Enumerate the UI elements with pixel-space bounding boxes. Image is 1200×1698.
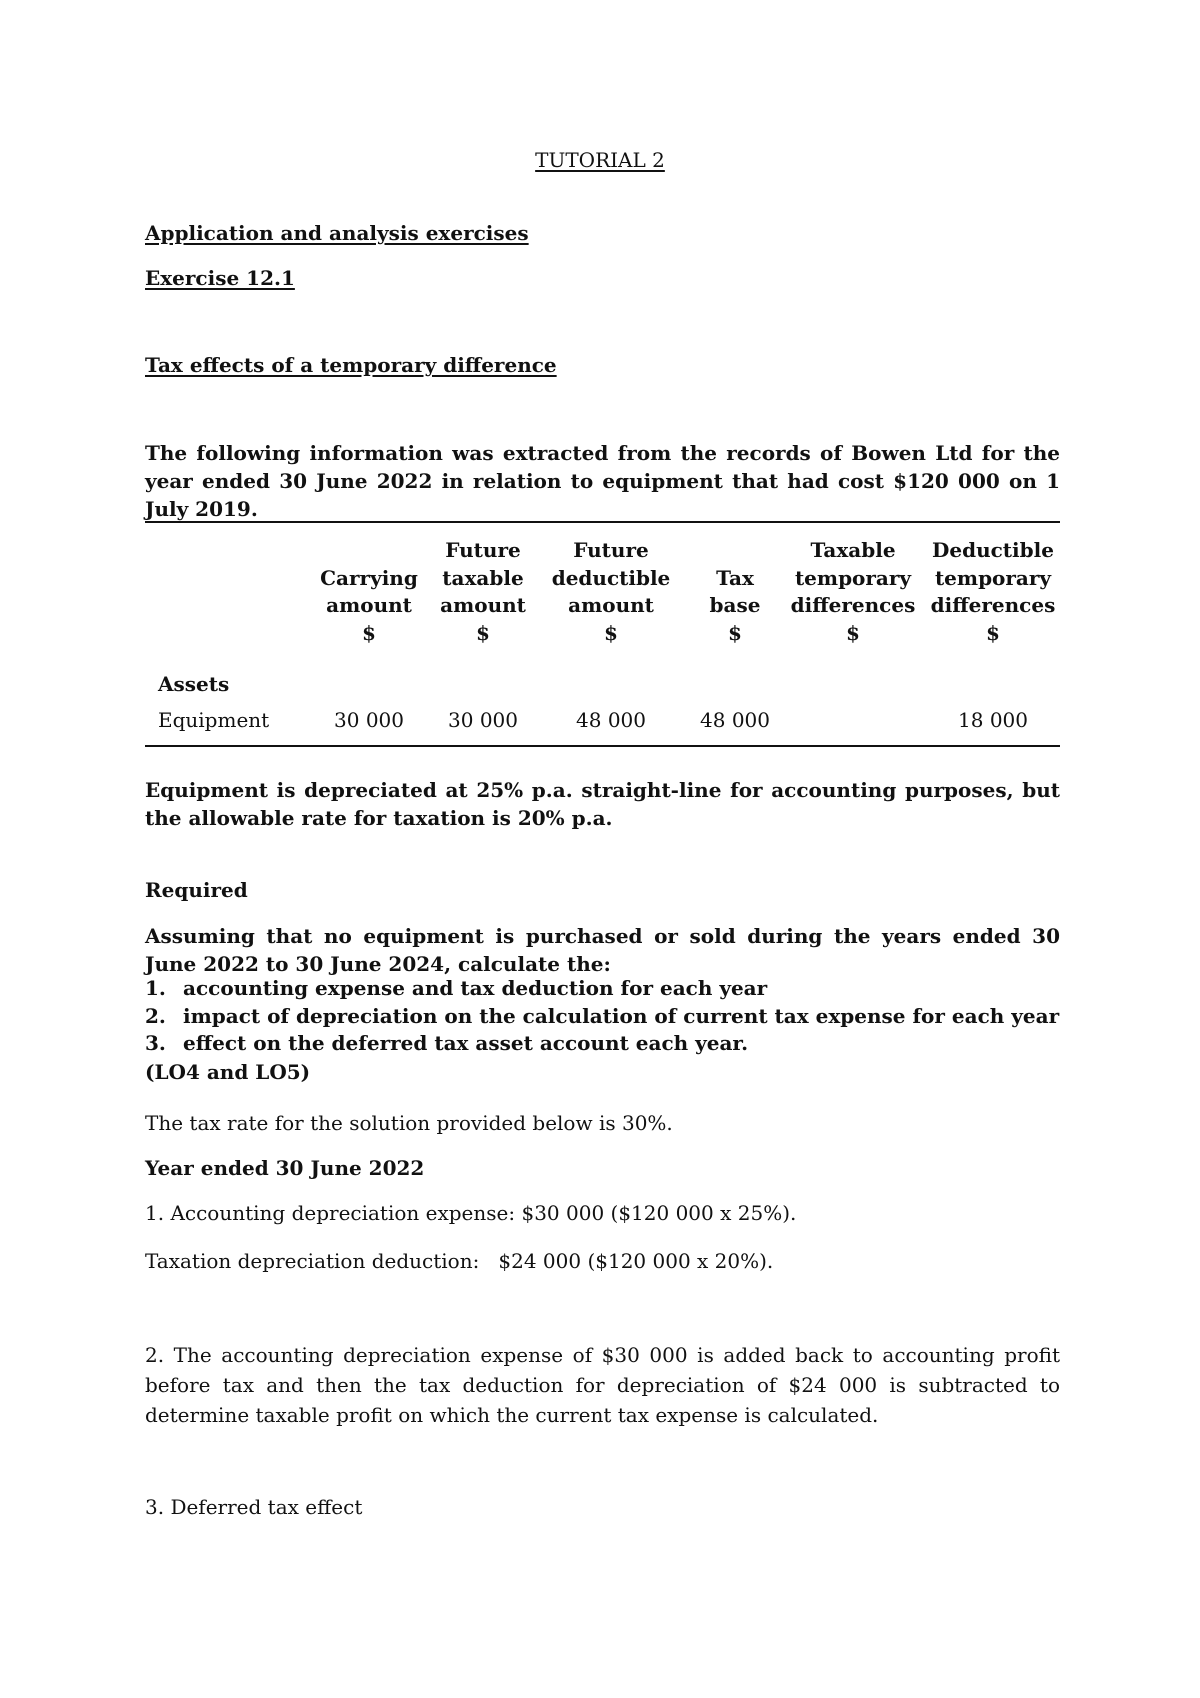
required-intro: Assuming that no equipment is purchased or sold during the years ended 30 June 2022 to 30 June 2024, calculate the: [145,924,1060,976]
section-heading: Application and analysis exercises [145,221,529,245]
depreciation-note: Equipment is depreciated at 25% p.a. straight-line for accounting purposes, but the allowable rate for taxation is 20% p.a. [145,778,1060,830]
table-cell-tax-base: 48 000 [700,708,770,732]
tax-rate-note: The tax rate for the solution provided below is 30%. [145,1111,673,1135]
required-heading: Required [145,878,248,902]
table-header-deductible-temporary-differences: Deductible temporary differences $ [930,538,1056,645]
solution-accounting-depreciation: 1. Accounting depreciation expense: $30 000 ($120 000 x 25%). [145,1201,797,1225]
solution-current-tax-paragraph: 2. The accounting depreciation expense of $30 000 is added back to accounting profit before tax and then the tax deduction for depreciation of $24 000 is subtracted to determine taxable profit on which the current tax expense is calculated. [145,1343,1060,1427]
topic-heading: Tax effects of a temporary difference [145,353,557,377]
table-header-future-taxable-amount: Future taxable amount $ [440,538,526,645]
solution-tax-depreciation: Taxation depreciation deduction: $24 000 ($120 000 x 20%). [145,1249,774,1273]
year-heading: Year ended 30 June 2022 [145,1156,425,1180]
solution-deferred-tax-heading: 3. Deferred tax effect [145,1495,363,1519]
table-row-label-equipment: Equipment [158,708,270,732]
table-group-label-assets: Assets [158,672,230,696]
table-header-carrying-amount: Carrying amount $ [320,565,418,645]
table-cell-deductible-temporary-differences: 18 000 [958,708,1028,732]
table-header-tax-base: Tax base $ [709,565,761,645]
intro-paragraph: The following information was extracted from the records of Bowen Ltd for the year ended 30 June 2022 in relation to equipment that had cost $120 000 on 1 July 2019. [145,441,1060,521]
table-cell-future-deductible-amount: 48 000 [576,708,646,732]
table-header-future-deductible-amount: Future deductible amount $ [551,538,671,645]
table-cell-future-taxable-amount: 30 000 [448,708,518,732]
exercise-heading: Exercise 12.1 [145,266,295,290]
table-header-taxable-temporary-differences: Taxable temporary differences $ [790,538,916,645]
table-bottom-rule [145,745,1060,747]
list-item: 2. impact of depreciation on the calculation of current tax expense for each year [145,1003,1060,1028]
list-item: 3. effect on the deferred tax asset account each year. [145,1031,749,1055]
required-list [145,975,1059,1058]
page-title: TUTORIAL 2 [535,148,665,172]
table-cell-carrying-amount: 30 000 [334,708,404,732]
table-top-rule [145,521,1060,523]
list-item: 1. accounting expense and tax deduction for each year [145,976,768,1000]
learning-outcomes: (LO4 and LO5) [145,1060,311,1084]
